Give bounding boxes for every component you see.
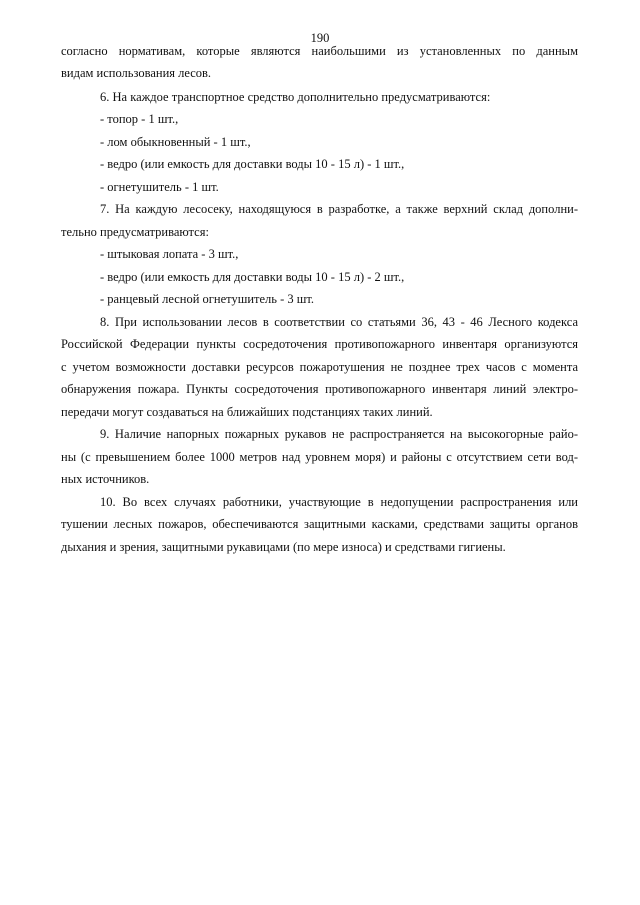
text-line: обнаружения пожара. Пункты сосредоточения противопожарного инвентаря линий электро- bbox=[61, 382, 578, 396]
text-line: согласно нормативам, которые являются наибольшими из установленных по данным bbox=[61, 44, 578, 58]
list-item: - ведро (или емкость для доставки воды 10 - 15 л) - 2 шт., bbox=[100, 270, 405, 284]
text-line: Российской Федерации пункты сосредоточения противопожарного инвентаря организуются bbox=[61, 337, 578, 351]
text-line: передачи могут создаваться на ближайших подстанциях таких линий. bbox=[61, 405, 433, 419]
text-line: тельно предусматриваются: bbox=[61, 225, 209, 239]
list-item: - лом обыкновенный - 1 шт., bbox=[100, 135, 251, 149]
text-line: видам использования лесов. bbox=[61, 66, 212, 80]
list-item: - ранцевый лесной огнетушитель - 3 шт. bbox=[100, 292, 315, 306]
paragraph-8: 8. При использовании лесов в соответствии со статьями 36, 43 - 46 Лесного кодекса bbox=[100, 315, 578, 329]
page-number: 190 bbox=[310, 31, 330, 45]
text-line: тушении лесных пожаров, обеспечиваются защитными касками, средствами защиты органов bbox=[61, 517, 578, 531]
text-line: с учетом возможности доставки ресурсов пожаротушения не позднее трех часов с момента bbox=[61, 360, 578, 374]
paragraph-9: 9. Наличие напорных пожарных рукавов не распространяется на высокогорные райо- bbox=[100, 427, 578, 441]
list-item: - ведро (или емкость для доставки воды 10 - 15 л) - 1 шт., bbox=[100, 157, 405, 171]
paragraph-6-heading: 6. На каждое транспортное средство дополнительно предусматриваются: bbox=[100, 90, 491, 104]
paragraph-7-heading: 7. На каждую лесосеку, находящуюся в разработке, а также верхний склад дополни- bbox=[100, 202, 578, 216]
text-line: ны (с превышением более 1000 метров над уровнем моря) и районы с отсутствием сети вод- bbox=[61, 450, 578, 464]
list-item: - топор - 1 шт., bbox=[100, 112, 179, 126]
list-item: - штыковая лопата - 3 шт., bbox=[100, 247, 239, 261]
text-line: дыхания и зрения, защитными рукавицами (по мере износа) и средствами гигиены. bbox=[61, 540, 506, 554]
paragraph-10: 10. Во всех случаях работники, участвующие в недопущении распространения или bbox=[100, 495, 578, 509]
list-item: - огнетушитель - 1 шт. bbox=[100, 180, 219, 194]
text-line: ных источников. bbox=[61, 472, 150, 486]
